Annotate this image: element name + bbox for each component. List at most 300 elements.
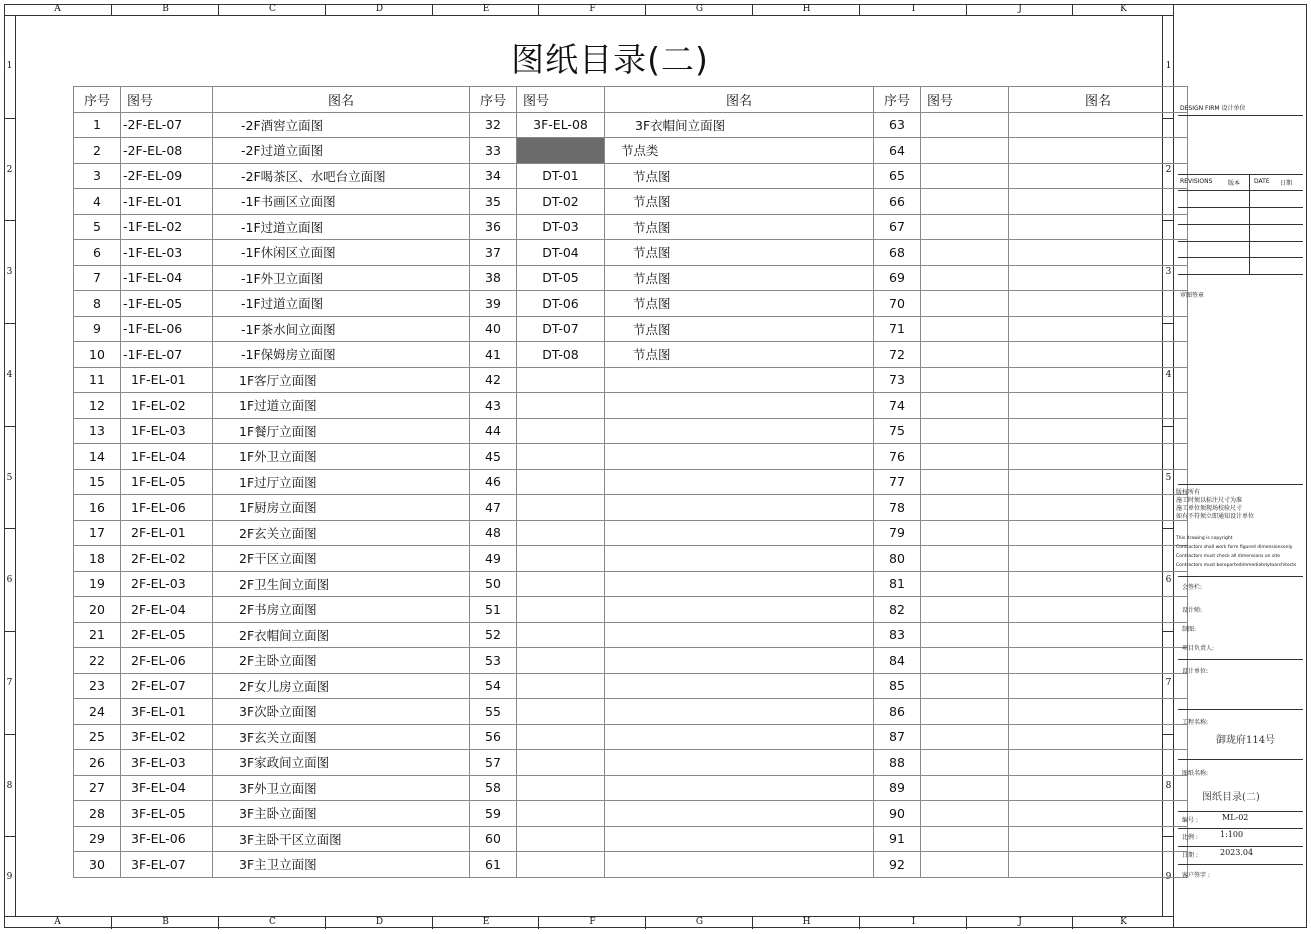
drawing-number-cell: 3F-EL-03	[121, 750, 213, 776]
seq-cell: 65	[874, 163, 921, 189]
drawing-name-cell: 3F玄关立面图	[213, 724, 470, 750]
drawing-name-cell	[1009, 291, 1188, 317]
seq-cell: 1	[74, 112, 121, 138]
drawing-name-cell: -2F过道立面图	[213, 138, 470, 164]
drawing-number-cell: DT-07	[517, 316, 605, 342]
header-no: 图号	[921, 87, 1009, 113]
drawing-name-cell	[605, 775, 874, 801]
drawing-name-cell	[1009, 189, 1188, 215]
seq-cell: 28	[74, 801, 121, 827]
drawing-name-cell	[605, 750, 874, 776]
copyright-line-cn: 施工单位须现场校验尺寸	[1176, 505, 1243, 512]
drawing-name-cell: 节点图	[605, 214, 874, 240]
drawing-name-cell	[1009, 469, 1188, 495]
drawing-number-cell	[517, 750, 605, 776]
seq-cell: 76	[874, 444, 921, 470]
drawing-number-cell: DT-04	[517, 240, 605, 266]
drawing-number-cell	[921, 163, 1009, 189]
table-row	[74, 801, 1188, 827]
header-name: 图名	[605, 87, 874, 113]
copyright-line-en: Contractors shall work form figured dimensionsonly	[1176, 545, 1293, 550]
drawing-name-cell	[1009, 418, 1188, 444]
number-value: ML-02	[1222, 813, 1249, 822]
drawing-number-cell	[517, 724, 605, 750]
seq-cell: 3	[74, 163, 121, 189]
seq-cell: 68	[874, 240, 921, 266]
seq-cell: 21	[74, 622, 121, 648]
seq-cell: 43	[470, 393, 517, 419]
seq-cell: 40	[470, 316, 517, 342]
drawing-number-cell	[921, 265, 1009, 291]
drawing-number-cell	[517, 393, 605, 419]
ruler-col-label: A	[54, 917, 61, 927]
drawing-number-cell	[517, 852, 605, 878]
drawing-name-cell	[1009, 699, 1188, 725]
ruler-row-label: 1	[1165, 61, 1172, 71]
ruler-col-label: D	[325, 4, 433, 15]
ruler-col-label: J	[966, 917, 1073, 929]
drawing-name-cell	[605, 367, 874, 393]
drawing-name-cell: 节点图	[605, 342, 874, 368]
copyright-line-cn: 施工时须以标注尺寸为准	[1176, 497, 1243, 504]
seq-cell: 13	[74, 418, 121, 444]
drawing-number-cell	[517, 495, 605, 521]
project-name-label: 工程名称:	[1182, 719, 1209, 726]
table-row	[74, 750, 1188, 776]
drawing-number-cell	[517, 367, 605, 393]
drafter-label: 制图:	[1182, 626, 1197, 633]
seq-cell: 39	[470, 291, 517, 317]
column-ruler-top	[4, 4, 1173, 16]
seq-cell: 63	[874, 112, 921, 138]
drawing-name-cell: 1F过道立面图	[213, 393, 470, 419]
table-row	[74, 775, 1188, 801]
table-row	[74, 597, 1188, 623]
ruler-row-label: 6	[4, 528, 15, 632]
drawing-name-cell	[605, 393, 874, 419]
seq-cell: 84	[874, 648, 921, 674]
drawing-number-cell: DT-01	[517, 163, 605, 189]
drawing-name-cell: 2F衣帽间立面图	[213, 622, 470, 648]
drawing-name-cell	[1009, 214, 1188, 240]
drawing-number-cell: 1F-EL-04	[121, 444, 213, 470]
seq-cell: 50	[470, 571, 517, 597]
drawing-number-cell	[921, 750, 1009, 776]
seq-cell: 8	[74, 291, 121, 317]
drawing-name-cell: 3F家政间立面图	[213, 750, 470, 776]
drawing-name-cell: 3F主卫立面图	[213, 852, 470, 878]
drawing-number-cell	[921, 342, 1009, 368]
table-row	[74, 138, 1188, 164]
seq-cell: 37	[470, 240, 517, 266]
seq-cell: 6	[74, 240, 121, 266]
date-value: 2023.04	[1220, 848, 1254, 857]
seq-cell: 74	[874, 393, 921, 419]
drawing-name-cell	[605, 597, 874, 623]
table-row	[74, 648, 1188, 674]
drawing-name-cell	[605, 418, 874, 444]
drawing-name-cell: 2F书房立面图	[213, 597, 470, 623]
seq-cell: 51	[470, 597, 517, 623]
drawing-name-cell	[1009, 520, 1188, 546]
drawing-number-cell: -1F-EL-05	[121, 291, 213, 317]
seq-cell: 44	[470, 418, 517, 444]
drawing-number-cell	[921, 826, 1009, 852]
date-cn-label: 日期	[1280, 180, 1293, 187]
drawing-number-cell: -1F-EL-02	[121, 214, 213, 240]
seq-cell: 26	[74, 750, 121, 776]
ruler-col-label: G	[645, 917, 753, 929]
drawing-number-cell	[517, 597, 605, 623]
drawing-name-cell	[605, 852, 874, 878]
ruler-row-label: 4	[4, 323, 15, 427]
seq-cell: 49	[470, 546, 517, 572]
drawing-number-cell	[921, 495, 1009, 521]
drawing-number-cell: 3F-EL-04	[121, 775, 213, 801]
seq-cell: 47	[470, 495, 517, 521]
drawing-name-cell	[1009, 597, 1188, 623]
drawing-number-cell	[921, 546, 1009, 572]
table-row	[74, 444, 1188, 470]
ruler-row-label: 2	[4, 118, 15, 221]
drawing-name-cell	[1009, 750, 1188, 776]
ruler-row-label: 4	[1163, 323, 1174, 427]
seq-cell: 92	[874, 852, 921, 878]
seq-cell: 29	[74, 826, 121, 852]
seq-cell: 17	[74, 520, 121, 546]
seq-cell: 18	[74, 546, 121, 572]
drawing-number-cell	[517, 138, 605, 164]
drawing-number-cell	[921, 571, 1009, 597]
drawing-number-cell: 3F-EL-08	[517, 112, 605, 138]
drawing-name-cell	[605, 520, 874, 546]
seq-cell: 14	[74, 444, 121, 470]
drawing-number-cell: -2F-EL-07	[121, 112, 213, 138]
drawing-number-cell: -1F-EL-03	[121, 240, 213, 266]
ruler-col-label: H	[752, 4, 860, 15]
ruler-row-label: 1	[6, 61, 13, 71]
drawing-name-cell: 1F客厅立面图	[213, 367, 470, 393]
drawing-name-cell: 节点类	[605, 138, 874, 164]
seq-cell: 64	[874, 138, 921, 164]
ruler-col-label: D	[325, 917, 433, 929]
table-row	[74, 163, 1188, 189]
table-row	[74, 240, 1188, 266]
seq-cell: 52	[470, 622, 517, 648]
drawing-name-cell: 3F主卧干区立面图	[213, 826, 470, 852]
drawing-name-cell	[1009, 393, 1188, 419]
drawing-number-cell	[921, 316, 1009, 342]
drawing-number-cell	[921, 291, 1009, 317]
copyright-notes-en	[1176, 534, 1296, 570]
drawing-name-cell	[605, 826, 874, 852]
copyright-line-en: Contractors must bereportedimmediatelytoarchitects	[1176, 563, 1297, 568]
drawing-number-cell	[921, 852, 1009, 878]
drawing-number-cell: 1F-EL-02	[121, 393, 213, 419]
table-row	[74, 393, 1188, 419]
ruler-col-label: E	[432, 4, 539, 15]
ruler-col-label: G	[645, 4, 753, 15]
table-row	[74, 571, 1188, 597]
table-row	[74, 699, 1188, 725]
drawing-name-cell: -1F书画区立面图	[213, 189, 470, 215]
seq-cell: 34	[470, 163, 517, 189]
drawing-number-cell	[921, 520, 1009, 546]
design-firm-label: DESIGN FIRM 设计单位	[1180, 105, 1246, 112]
drawing-name-cell	[1009, 648, 1188, 674]
table-header-row	[74, 87, 1188, 113]
drawing-number-cell	[921, 775, 1009, 801]
drawing-number-cell	[517, 699, 605, 725]
drawing-name-cell: 节点图	[605, 189, 874, 215]
seq-cell: 78	[874, 495, 921, 521]
seq-cell: 11	[74, 367, 121, 393]
ruler-col-label: F	[538, 4, 646, 15]
drawing-number-cell	[517, 546, 605, 572]
drawing-name-cell	[1009, 724, 1188, 750]
ruler-row-label: 2	[1163, 118, 1174, 221]
drawing-name-cell: 3F主卧立面图	[213, 801, 470, 827]
scale-value: 1:100	[1220, 830, 1244, 839]
seq-cell: 90	[874, 801, 921, 827]
seq-cell: 36	[470, 214, 517, 240]
drawing-name-cell: 3F衣帽间立面图	[605, 112, 874, 138]
drawing-number-cell	[517, 418, 605, 444]
table-row	[74, 418, 1188, 444]
drawing-number-cell	[921, 673, 1009, 699]
copyright-line-cn: 如有不符须立即通知设计单位	[1176, 513, 1255, 520]
drawing-number-cell	[921, 699, 1009, 725]
drawing-name-cell: -1F茶水间立面图	[213, 316, 470, 342]
drawing-name-cell	[1009, 571, 1188, 597]
seq-cell: 73	[874, 367, 921, 393]
drawing-name-cell	[605, 495, 874, 521]
ruler-col-label: F	[538, 917, 646, 929]
seq-cell: 89	[874, 775, 921, 801]
seq-cell: 70	[874, 291, 921, 317]
drawing-index-table	[73, 86, 1188, 878]
drawing-name: 图纸目录(二)	[1202, 792, 1260, 803]
table-row	[74, 189, 1188, 215]
drawing-name-cell: 节点图	[605, 163, 874, 189]
drawing-name-cell	[1009, 444, 1188, 470]
table-row	[74, 826, 1188, 852]
seq-cell: 45	[470, 444, 517, 470]
seq-cell: 19	[74, 571, 121, 597]
table-row	[74, 367, 1188, 393]
table-row	[74, 673, 1188, 699]
drawing-number-cell: 3F-EL-01	[121, 699, 213, 725]
drawing-number-cell: -1F-EL-06	[121, 316, 213, 342]
table-row	[74, 852, 1188, 878]
drawing-name-cell: 1F厨房立面图	[213, 495, 470, 521]
ruler-row-label: 7	[1163, 631, 1174, 735]
drawing-number-cell	[921, 367, 1009, 393]
drawing-name-cell: 2F卫生间立面图	[213, 571, 470, 597]
ruler-col-label: B	[111, 4, 219, 15]
drawing-number-cell	[921, 648, 1009, 674]
ruler-col-label: E	[432, 917, 539, 929]
drawing-name-cell	[1009, 546, 1188, 572]
seq-cell: 77	[874, 469, 921, 495]
drawing-name-cell: 节点图	[605, 240, 874, 266]
seq-cell: 67	[874, 214, 921, 240]
drawing-number-cell: 2F-EL-02	[121, 546, 213, 572]
seq-cell: 61	[470, 852, 517, 878]
drawing-name-cell	[605, 648, 874, 674]
drawing-number-cell	[921, 724, 1009, 750]
drawing-name-cell	[605, 673, 874, 699]
drawing-number-cell	[921, 469, 1009, 495]
drawing-name-cell: -1F外卫立面图	[213, 265, 470, 291]
drawing-name-cell	[1009, 673, 1188, 699]
drawing-name-cell	[1009, 240, 1188, 266]
seq-cell: 41	[470, 342, 517, 368]
drawing-number-cell	[921, 418, 1009, 444]
seq-cell: 46	[470, 469, 517, 495]
drawing-number-cell: -1F-EL-07	[121, 342, 213, 368]
drawing-name-cell: 1F过厅立面图	[213, 469, 470, 495]
seq-cell: 87	[874, 724, 921, 750]
drawing-name-cell	[1009, 852, 1188, 878]
ruler-row-label: 5	[1163, 426, 1174, 529]
drawing-name-cell: -2F喝茶区、水吧台立面图	[213, 163, 470, 189]
drawing-name-cell	[605, 699, 874, 725]
ruler-col-label: C	[218, 4, 326, 15]
seq-cell: 72	[874, 342, 921, 368]
drawing-number-cell: 3F-EL-05	[121, 801, 213, 827]
seq-cell: 82	[874, 597, 921, 623]
table-row	[74, 520, 1188, 546]
page-title: 图纸目录(二)	[511, 40, 709, 79]
seq-cell: 81	[874, 571, 921, 597]
ruler-row-label: 8	[1163, 734, 1174, 837]
drawing-number-cell	[921, 138, 1009, 164]
seq-cell: 2	[74, 138, 121, 164]
drawing-number-cell	[921, 393, 1009, 419]
drawing-number-cell: 1F-EL-06	[121, 495, 213, 521]
drawing-name-cell	[1009, 316, 1188, 342]
drawing-name-cell	[605, 724, 874, 750]
seq-cell: 56	[470, 724, 517, 750]
drawing-number-cell	[517, 622, 605, 648]
project-lead-label: 项目负责人:	[1182, 645, 1215, 652]
seq-cell: 60	[470, 826, 517, 852]
seq-cell: 30	[74, 852, 121, 878]
drawing-name-cell: -2F酒窖立面图	[213, 112, 470, 138]
drawing-number-cell: 3F-EL-07	[121, 852, 213, 878]
seq-cell: 55	[470, 699, 517, 725]
drawing-name-cell: 2F干区立面图	[213, 546, 470, 572]
ruler-col-label: I	[859, 4, 967, 15]
seq-cell: 20	[74, 597, 121, 623]
copyright-line-cn: 版权所有	[1176, 489, 1201, 496]
drawing-number-cell	[921, 622, 1009, 648]
table-row	[74, 112, 1188, 138]
drawing-name-cell	[1009, 138, 1188, 164]
drawing-number-cell: 1F-EL-01	[121, 367, 213, 393]
drawing-number-cell	[921, 597, 1009, 623]
drawing-name-cell	[1009, 265, 1188, 291]
ruler-col-label: I	[859, 917, 967, 929]
table-row	[74, 316, 1188, 342]
header-no: 图号	[121, 87, 213, 113]
header-no: 图号	[517, 87, 605, 113]
drawing-number-cell: 2F-EL-05	[121, 622, 213, 648]
drawing-name-cell	[1009, 112, 1188, 138]
seq-cell: 59	[470, 801, 517, 827]
copyright-line-en: This drawing is copyright	[1176, 536, 1233, 541]
seq-cell: 58	[470, 775, 517, 801]
seq-cell: 80	[874, 546, 921, 572]
ruler-col-label: J	[966, 4, 1073, 15]
drawing-number-cell	[921, 112, 1009, 138]
ruler-row-label: 9	[1163, 836, 1174, 917]
seq-cell: 42	[470, 367, 517, 393]
number-label: 编号 :	[1182, 817, 1198, 824]
seq-cell: 69	[874, 265, 921, 291]
drawing-number-cell: DT-08	[517, 342, 605, 368]
drawing-number-cell: DT-02	[517, 189, 605, 215]
drawing-number-cell: DT-03	[517, 214, 605, 240]
table-row	[74, 469, 1188, 495]
seq-cell: 15	[74, 469, 121, 495]
seq-cell: 16	[74, 495, 121, 521]
table-row	[74, 291, 1188, 317]
ruler-col-label: H	[752, 917, 860, 929]
drawing-number-cell: -1F-EL-04	[121, 265, 213, 291]
seq-cell: 23	[74, 673, 121, 699]
table-row	[74, 265, 1188, 291]
ruler-row-label: 7	[4, 631, 15, 735]
seq-cell: 38	[470, 265, 517, 291]
drawing-number-cell	[517, 571, 605, 597]
seq-cell: 86	[874, 699, 921, 725]
drawing-name-cell	[605, 571, 874, 597]
drawing-number-cell: 1F-EL-05	[121, 469, 213, 495]
header-seq: 序号	[874, 87, 921, 113]
table-row	[74, 495, 1188, 521]
seq-cell: 88	[874, 750, 921, 776]
version-label: 版本	[1228, 180, 1241, 187]
title-block	[1174, 4, 1307, 928]
drawing-name-cell: 节点图	[605, 265, 874, 291]
seq-cell: 71	[874, 316, 921, 342]
drawing-name-cell: 节点图	[605, 316, 874, 342]
drawing-name-cell: -1F过道立面图	[213, 291, 470, 317]
seq-cell: 7	[74, 265, 121, 291]
drawing-number-cell: 2F-EL-04	[121, 597, 213, 623]
drawing-number-cell: 2F-EL-03	[121, 571, 213, 597]
drawing-name-cell: 2F玄关立面图	[213, 520, 470, 546]
seq-cell: 24	[74, 699, 121, 725]
table-row	[74, 342, 1188, 368]
drawing-number-cell	[517, 648, 605, 674]
drawing-number-cell: 1F-EL-03	[121, 418, 213, 444]
drawing-number-cell: 3F-EL-02	[121, 724, 213, 750]
drawing-number-cell	[921, 189, 1009, 215]
seq-cell: 57	[470, 750, 517, 776]
drawing-name-cell: 1F外卫立面图	[213, 444, 470, 470]
drawing-name-cell	[605, 622, 874, 648]
table-row	[74, 546, 1188, 572]
drawing-number-cell: -2F-EL-09	[121, 163, 213, 189]
drawing-name-cell	[605, 801, 874, 827]
drawing-name-cell: 节点图	[605, 291, 874, 317]
table-row	[74, 214, 1188, 240]
seq-cell: 27	[74, 775, 121, 801]
drawing-number-cell	[921, 801, 1009, 827]
